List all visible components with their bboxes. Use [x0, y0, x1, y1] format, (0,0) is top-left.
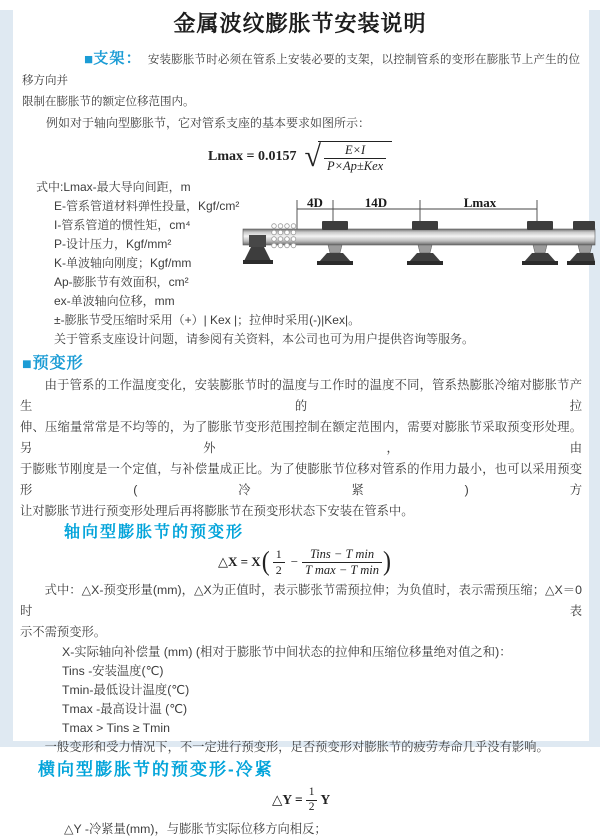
definition-line: I-管系管道的惯性矩，cm⁴ [54, 218, 191, 232]
preform-line: 伸、压缩量常常是不均等的，为了膨胀节变形范围控制在额定范围内，需要对膨胀节采取预变形处理。另外，由 [20, 420, 582, 455]
half-denominator: 2 [275, 562, 282, 577]
axial-explain-line1: 式中：△X-预变形量(mm)，△X为正值时，表示膨张节需预拉伸；为负值时，表示需预压缩；△X＝0时表 [20, 583, 582, 618]
section-preform-heading [22, 353, 600, 375]
minus-sign: − [290, 554, 299, 569]
preform-paragraph [20, 375, 582, 522]
axial-explain-line2: 示不需预变形。 [20, 625, 107, 639]
formula-dy-lhs: △Y = [272, 792, 303, 807]
section-support-paragraph [22, 48, 580, 113]
support-note-line: 关于管系支座设计问题，请参阅有关资料，本公司也可为用户提供咨询等服务。 [54, 332, 475, 346]
variable-definition-line: Tmax -最高设计温 (℃) [62, 702, 188, 716]
dimension-label-lmax: Lmax [463, 195, 497, 210]
definition-line: ex-单波轴向位移，mm [54, 294, 175, 308]
page-title: 金属波纹膨胀节安装说明 [173, 11, 427, 36]
variable-definition-line: Tmax > Tins ≥ Tmin [62, 721, 170, 735]
section-square-icon: ■ [84, 51, 94, 68]
close-paren: ) [383, 547, 391, 577]
sqrt-radical [304, 141, 392, 174]
pipe-support-diagram [243, 195, 595, 270]
transverse-note-line: △Y -冷紧量(mm)，与膨胀节实际位移方向相反； [64, 822, 327, 836]
dy-half-denominator: 2 [308, 800, 315, 813]
preform-line: 于膨账节刚度是一个定值，与补偿量成正比。为了使膨胀节位移对管系的作用力最小，也可以采用预变形(冷紧)方 [20, 462, 582, 497]
definition-line: 式中:Lmax-最大导向间距，m [36, 180, 191, 194]
formula-dx-numerator: Tins − T min [302, 547, 382, 563]
section-square-icon: ■ [22, 356, 33, 373]
formula-lmax-numerator: E×I [324, 143, 386, 159]
axial-subsection-heading: 轴向型膨胀节的预变形 [64, 524, 245, 541]
preform-line: 由于管系的工作温度变化，安装膨胀节时的温度与工作时的温度不同，管系热膨胀冷缩对膨胀节产生的拉 [20, 378, 582, 413]
support-intro-line2: 限制在膨胀节的额定位移范围内。 [22, 96, 195, 108]
variable-definition-line: Tins -安装温度(℃) [62, 664, 164, 678]
document-page [0, 10, 600, 836]
pipe-support-diagram-svg [243, 195, 595, 270]
transverse-subsection-heading: 横向型膨胀节的预变形-冷紧 [38, 760, 274, 779]
formula-lmax [208, 140, 600, 174]
formula-lmax-denominator: P×Ap±Kex [326, 158, 384, 173]
preform-line: 让对膨胀节进行预变形处理后再将膨胀节在预变形状态下安装在管系中。 [20, 504, 414, 518]
formula-delta-x [218, 546, 600, 578]
preform-heading-text: 预变形 [32, 355, 84, 372]
support-intro-line1: 安装膨胀节时必须在管系上安装必要的支架，以控制管系的变形在膨胀节上产生的位移方向并 [22, 54, 580, 87]
open-paren: ( [261, 547, 270, 577]
formula-dy-rhs: Y [320, 792, 331, 807]
definition-line: P-设计压力，Kgf/mm² [54, 237, 172, 251]
formula-lmax-lhs: Lmax = 0.0157 [208, 149, 297, 164]
section-support-heading: 支架： [93, 50, 142, 67]
dy-half-numerator: 1 [306, 786, 318, 801]
formula-delta-y [272, 785, 600, 815]
definition-line: K-单波轴向刚度；Kgf/mm [54, 256, 192, 270]
axial-explanation-paragraph [20, 580, 582, 643]
formula-dx-lhs: △X = X [218, 554, 261, 569]
variable-definition-line: X-实际轴向补偿量 (mm) (相对于膨胀节中间状态的拉伸和压缩位移量绝对值之和)： [62, 645, 512, 659]
half-numerator: 1 [273, 547, 285, 562]
dimension-label-14d: 14D [364, 195, 388, 210]
axial-general-note: 一般变形和受力情况下，不一定进行预变形，足否预变形对膨胀节的疲劳寿命几乎没有影响。 [44, 740, 549, 754]
formula-dx-denominator: T max − T min [305, 562, 379, 577]
definition-line: ±-膨胀节受压缩时采用（+）| Kex |；拉伸时采用(-)|Kex|。 [54, 313, 361, 327]
support-example-line: 例如对于轴向型膨胀节，它对管系支座的基本要求如图所示： [46, 116, 371, 130]
dimension-label-4d: 4D [307, 195, 323, 210]
definition-line: E-管系管道材料弹性投量，Kgf/cm² [54, 199, 240, 213]
variable-definition-line: Tmin-最低设计温度(℃) [62, 683, 190, 697]
sqrt-sign-glyph: √ [304, 140, 321, 173]
definition-line: Ap-膨胀节有效面积，cm² [54, 275, 189, 289]
document-content [0, 10, 600, 839]
